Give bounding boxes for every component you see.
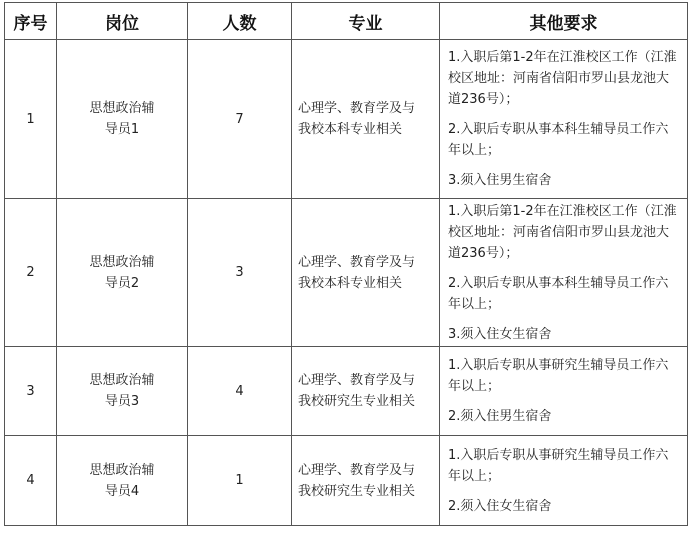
position-cell <box>57 347 188 436</box>
row-number: 3 <box>5 347 57 436</box>
requirement-item: 1.入职后专职从事研究生辅导员工作六年以上； <box>448 358 669 394</box>
position-line: 思想政治辅 <box>89 373 155 388</box>
requirement-item: 2.须入住男生宿舍 <box>448 409 552 424</box>
major-line: 心理学、教育学及与 <box>298 462 416 478</box>
requirements-cell <box>440 199 688 347</box>
row-number: 4 <box>5 436 57 526</box>
headcount-cell: 4 <box>188 347 292 436</box>
row-number: 1 <box>5 40 57 199</box>
major-line: 我校研究生专业相关 <box>298 483 416 499</box>
major-cell <box>292 40 440 199</box>
headcount-cell: 1 <box>188 436 292 526</box>
requirement-item: 2.须入住女生宿舍 <box>448 498 552 514</box>
position-cell <box>57 40 188 199</box>
major-cell <box>292 347 440 436</box>
table-row <box>5 436 688 526</box>
headcount-cell: 3 <box>188 199 292 347</box>
major-line: 我校本科专业相关 <box>298 275 403 291</box>
requirement-item: 1.入职后第1-2年在江淮校区工作（江淮校区地址：河南省信阳市罗山县龙池大道236号）； <box>448 50 677 107</box>
major-line: 心理学、教育学及与 <box>298 254 416 270</box>
requirement-item: 2.入职后专职从事本科生辅导员工作六年以上； <box>448 122 669 158</box>
table-row <box>5 199 688 347</box>
header-requirements: 其他要求 <box>440 3 688 40</box>
requirements-cell <box>440 436 688 526</box>
major-cell <box>292 436 440 526</box>
requirement-item: 3.须入住女生宿舍 <box>448 326 552 342</box>
requirement-item: 2.入职后专职从事本科生辅导员工作六年以上； <box>448 275 669 312</box>
position-line: 导员3 <box>104 394 140 409</box>
position-line: 导员1 <box>104 122 140 137</box>
recruitment-table <box>4 2 688 526</box>
position-line: 导员4 <box>104 483 140 499</box>
requirement-item: 1.入职后专职从事研究生辅导员工作六年以上； <box>448 447 669 484</box>
headcount-cell: 7 <box>188 40 292 199</box>
table-row <box>5 40 688 199</box>
major-cell <box>292 199 440 347</box>
header-major: 专业 <box>292 3 440 40</box>
position-line: 导员2 <box>104 275 140 291</box>
table-row <box>5 347 688 436</box>
major-line: 我校研究生专业相关 <box>298 394 416 409</box>
requirement-item: 3.须入住男生宿舍 <box>448 173 552 188</box>
position-cell <box>57 436 188 526</box>
header-row <box>5 3 688 40</box>
major-line: 我校本科专业相关 <box>298 122 403 137</box>
position-line: 思想政治辅 <box>89 462 155 478</box>
major-line: 心理学、教育学及与 <box>298 373 416 388</box>
position-cell <box>57 199 188 347</box>
header-no: 序号 <box>5 3 57 40</box>
header-position: 岗位 <box>57 3 188 40</box>
position-line: 思想政治辅 <box>89 101 155 116</box>
header-count: 人数 <box>188 3 292 40</box>
position-line: 思想政治辅 <box>89 254 155 270</box>
requirements-cell <box>440 347 688 436</box>
requirements-cell <box>440 40 688 199</box>
row-number: 2 <box>5 199 57 347</box>
major-line: 心理学、教育学及与 <box>298 101 416 116</box>
requirement-item: 1.入职后第1-2年在江淮校区工作（江淮校区地址：河南省信阳市罗山县龙池大道236号）； <box>448 203 677 261</box>
